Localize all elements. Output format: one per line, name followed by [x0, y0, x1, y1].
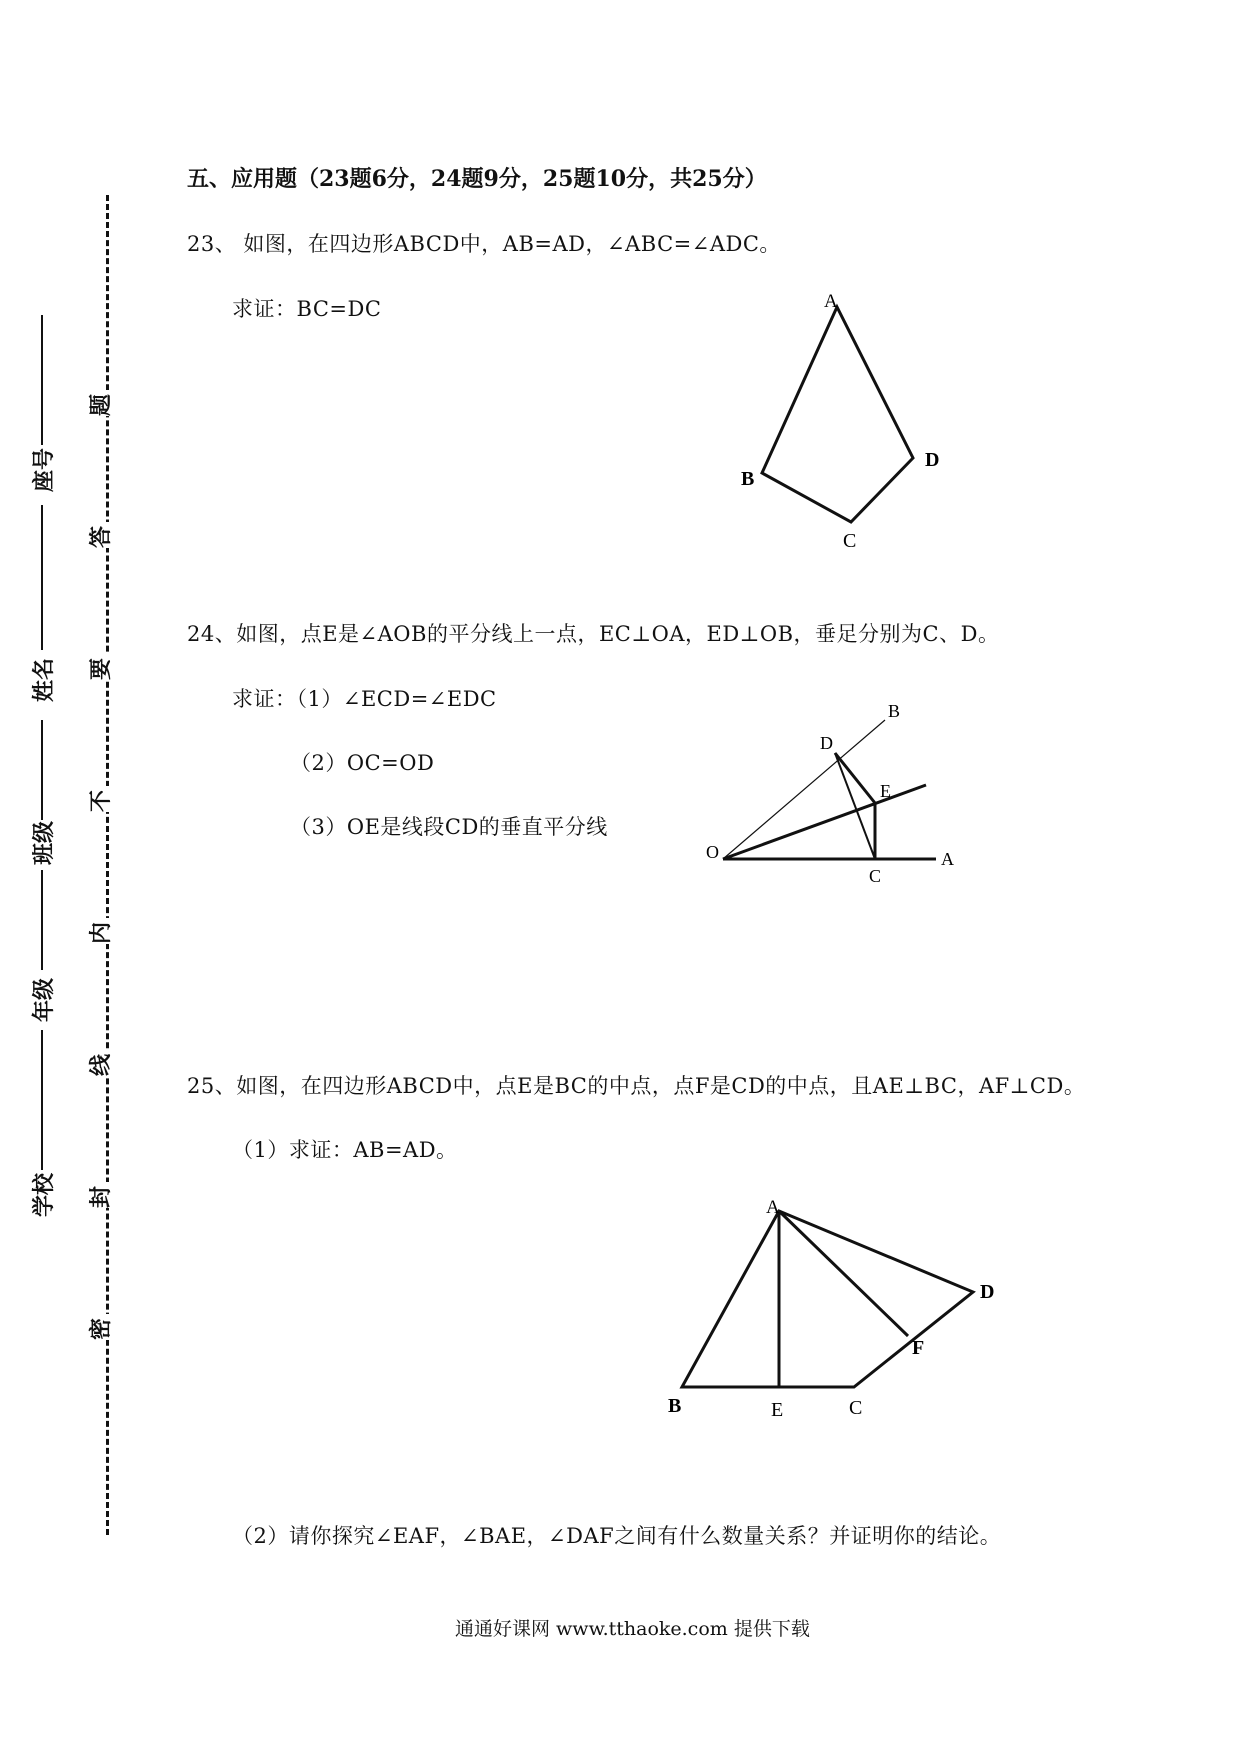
- seal-char-3: 要: [84, 654, 110, 680]
- q24-label-O: O: [706, 842, 719, 862]
- q25-quadrilateral: [682, 1211, 973, 1387]
- q25-label-C: C: [849, 1397, 863, 1419]
- seal-char-4: 不: [84, 786, 110, 812]
- q25-part-1: （1）求证：AB=AD。: [232, 1138, 458, 1162]
- q24-prove-3: （3）OE是线段CD的垂直平分线: [290, 815, 608, 839]
- q23-prove: 求证：BC=DC: [232, 297, 382, 321]
- seal-char-6: 线: [84, 1050, 110, 1076]
- q23-label-D: D: [925, 449, 940, 471]
- q24-label-B: B: [888, 701, 901, 721]
- seal-char-2: 答: [84, 522, 110, 548]
- q24-prove-1: 求证：（1）∠ECD=∠EDC: [232, 687, 497, 711]
- q23-label-C: C: [843, 530, 857, 552]
- q23-quadrilateral: [762, 307, 913, 522]
- q23-label-B: B: [741, 468, 755, 490]
- q24-segment-DE: [835, 753, 875, 803]
- q24-figure: [700, 695, 970, 895]
- class-label: 班级: [31, 820, 57, 865]
- seal-char-8: 密: [84, 1314, 110, 1340]
- grade-underline: [41, 870, 43, 970]
- q24-bisector-OE: [723, 785, 926, 859]
- q25-label-D: D: [980, 1281, 995, 1303]
- seal-char-1: 题: [84, 390, 110, 416]
- q25-statement: 25、如图，在四边形ABCD中，点E是BC的中点，点F是CD的中点，且AE⊥BC，AF⊥CD。: [187, 1074, 1086, 1098]
- q25-label-F: F: [912, 1337, 925, 1359]
- section-title: 五、应用题（23题6分，24题9分，25题10分，共25分）: [187, 166, 767, 192]
- q24-prove-2: （2）OC=OD: [290, 751, 435, 775]
- page-footer: 通通好课网 www.tthaoke.com 提供下载: [455, 1618, 810, 1640]
- grade-label: 年级: [31, 977, 57, 1022]
- q24-ray-OB: [723, 720, 885, 859]
- q25-part-2: （2）请你探究∠EAF，∠BAE，∠DAF之间有什么数量关系？并证明你的结论。: [232, 1524, 1002, 1548]
- q25-segment-AF: [779, 1211, 908, 1336]
- q25-label-A: A: [766, 1197, 780, 1218]
- q24-statement: 24、如图，点E是∠AOB的平分线上一点，EC⊥OA，ED⊥OB，垂足分别为C、D。: [187, 622, 1000, 646]
- seal-char-5: 内: [84, 918, 110, 944]
- q23-label-A: A: [824, 291, 838, 312]
- q25-label-B: B: [668, 1395, 682, 1417]
- q25-figure: [660, 1190, 1020, 1440]
- q24-label-C: C: [869, 866, 882, 886]
- q25-label-E: E: [771, 1399, 784, 1421]
- class-underline: [41, 720, 43, 820]
- seat-underline: [41, 315, 43, 445]
- school-label: 学校: [31, 1172, 57, 1217]
- q24-label-A: A: [941, 849, 954, 869]
- name-underline: [41, 505, 43, 650]
- school-underline: [41, 1030, 43, 1170]
- q24-label-D: D: [820, 733, 833, 753]
- seat-label: 座号: [31, 447, 57, 492]
- q23-statement: 23、 如图，在四边形ABCD中，AB=AD，∠ABC=∠ADC。: [187, 232, 781, 256]
- name-label: 姓名: [31, 657, 57, 702]
- q23-figure: [740, 290, 970, 560]
- seal-char-7: 封: [84, 1182, 110, 1208]
- q24-label-E: E: [880, 781, 891, 801]
